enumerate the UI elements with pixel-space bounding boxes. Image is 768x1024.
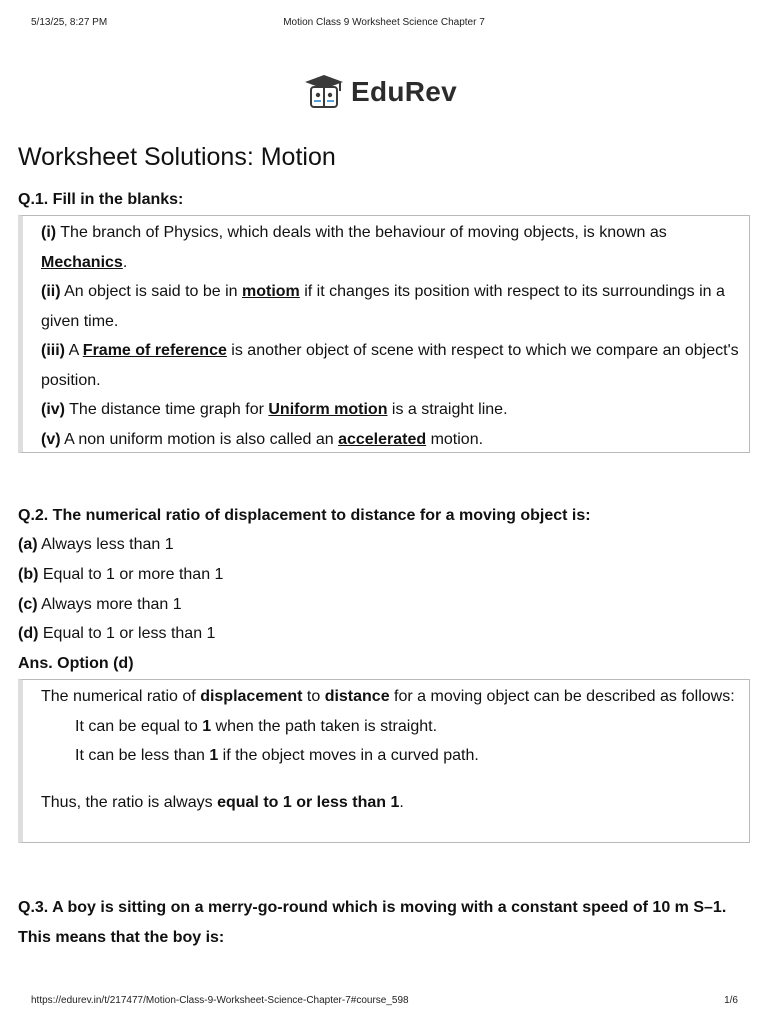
q1-heading: Q.1. Fill in the blanks: bbox=[18, 191, 184, 208]
q1-item-3: (iii) A Frame of reference is another object of scene with respect to which we compare an object's position. bbox=[41, 342, 739, 389]
q2-explanation-box bbox=[18, 679, 750, 843]
q1-item-4: (iv) The distance time graph for Uniform motion is a straight line. bbox=[41, 401, 508, 418]
print-footer bbox=[0, 995, 768, 1009]
print-doc-title: Motion Class 9 Worksheet Science Chapter 7 bbox=[283, 17, 485, 28]
q1-answer-4: Uniform motion bbox=[268, 401, 388, 418]
q2-option-d: (d) Equal to 1 or less than 1 bbox=[18, 625, 216, 643]
print-url[interactable]: https://edurev.in/t/217477/Motion-Class-9-Worksheet-Science-Chapter-7#course_598 bbox=[31, 995, 409, 1006]
q1-item-1: (i) The branch of Physics, which deals with the behaviour of moving objects, is known as Mechanics. bbox=[41, 224, 667, 271]
print-header bbox=[0, 17, 768, 31]
q2-explanation-intro: The numerical ratio of displacement to distance for a moving object can be described as follows: bbox=[41, 688, 735, 705]
q1-answer-2: motiom bbox=[242, 283, 300, 300]
q1-item-2: (ii) An object is said to be in motiom if it changes its position with respect to its surroundings in a given time. bbox=[41, 283, 725, 330]
print-datetime: 5/13/25, 8:27 PM bbox=[31, 17, 108, 28]
q2-option-c: (c) Always more than 1 bbox=[18, 595, 182, 613]
edurev-logo[interactable] bbox=[303, 72, 457, 112]
page-title: Worksheet Solutions: Motion bbox=[18, 143, 336, 171]
q1-answer-5: accelerated bbox=[338, 430, 427, 448]
q2-explanation-point-1: It can be equal to 1 when the path taken is straight. bbox=[75, 717, 438, 735]
graduation-cap-book-icon bbox=[303, 73, 345, 111]
q2-heading: Q.2. The numerical ratio of displacement to distance for a moving object is: bbox=[18, 507, 591, 524]
brand-name: EduRev bbox=[351, 76, 458, 107]
q1-item-5: (v) A non uniform motion is also called an accelerated motion. bbox=[41, 430, 484, 448]
q2-option-a: (a) Always less than 1 bbox=[18, 536, 174, 553]
page-number: 1/6 bbox=[724, 995, 738, 1006]
q1-answer-1: Mechanics bbox=[41, 253, 123, 271]
q1-answer-3: Frame of reference bbox=[82, 342, 227, 359]
q2-options bbox=[18, 530, 223, 649]
q2-explanation-point-2: It can be less than 1 if the object moves in a curved path. bbox=[75, 747, 479, 764]
q2-option-b: (b) Equal to 1 or more than 1 bbox=[18, 565, 224, 583]
q2-answer-label: Ans. Option (d) bbox=[18, 655, 134, 672]
q2-explanation-conclusion: Thus, the ratio is always equal to 1 or less than 1. bbox=[41, 793, 404, 811]
q3-heading: Q.3. A boy is sitting on a merry-go-round which is moving with a constant speed of 10 m S–1. This means that the boy is: bbox=[18, 899, 727, 946]
q1-answer-box bbox=[18, 215, 750, 453]
